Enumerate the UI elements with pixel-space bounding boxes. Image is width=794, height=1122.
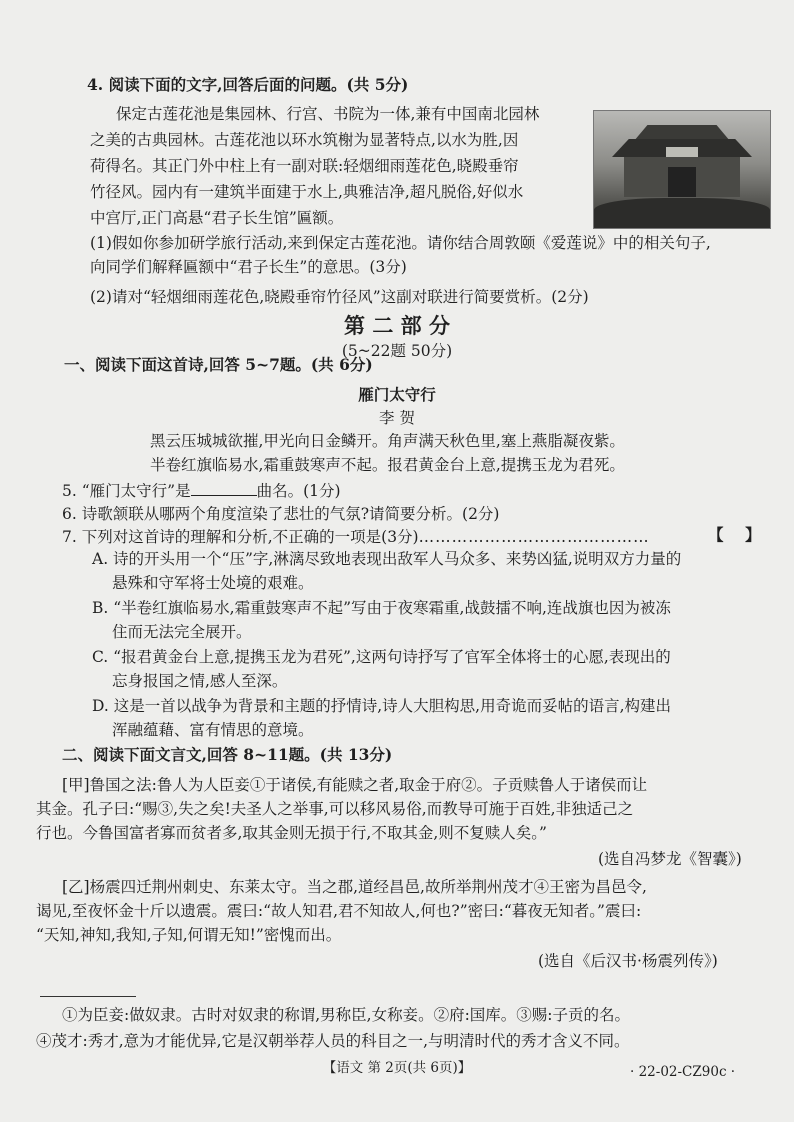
jia-line-3: 行也。今鲁国富者寡而贫者多,取其金则无损于行,不取其金,则不复赎人矣。” [36, 824, 547, 842]
q7-answer-bracket[interactable] [708, 524, 761, 546]
q7-leader-dots: …………………………………… [418, 528, 650, 546]
q7-bracket-open: 【 [708, 525, 724, 544]
q4-sub2: (2)请对“轻烟细雨莲花色,晓殿垂帘竹径风”这副对联进行简要赏析。(2分) [90, 288, 589, 306]
yi-line-2: 谒见,至夜怀金十斤以遗震。震曰:“故人知君,君不知故人,何也?”密曰:“暮夜无知者。”震曰: [36, 902, 642, 920]
q4-sub1-line-1: (1)假如你参加研学旅行活动,来到保定古莲花池。请你结合周敦颐《爱莲说》中的相关句子, [90, 234, 711, 252]
jia-source: (选自冯梦龙《智囊》) [598, 850, 742, 868]
q4-passage-line-4: 竹径风。园内有一建筑半面建于水上,典雅洁净,超凡脱俗,好似水 [90, 183, 524, 201]
q5-answer-blank[interactable] [191, 481, 257, 496]
section-one-title: 一、阅读下面这首诗,回答 5~7题。(共 6分) [64, 355, 373, 374]
exam-code: · 22-02-CZ90c · [630, 1064, 736, 1080]
q5-text-b: 曲名。(1分) [256, 482, 341, 500]
q7-option-b-line-1: B. “半卷红旗临易水,霜重鼓寒声不起”写由于夜寒霜重,战鼓擂不响,连战旗也因为被冻 [92, 599, 671, 617]
page-number-label: 【语文 第 2页(共 6页)】 [322, 1060, 472, 1076]
q7-bracket-close: 】 [745, 525, 761, 544]
part-two-title: 第 二 部 分 [344, 313, 450, 338]
question-7 [62, 526, 650, 548]
poem-line-2: 半卷红旗临易水,霜重鼓寒声不起。报君黄金台上意,提携玉龙为君死。 [150, 456, 625, 474]
q7-option-b-line-2: 住而无法完全展开。 [112, 623, 252, 641]
yi-source: (选自《后汉书·杨震列传》) [538, 952, 718, 970]
jia-line-1: [甲]鲁国之法:鲁人为人臣妾①于诸侯,有能赎之者,取金于府②。子贡赎鲁人于诸侯而让 [62, 776, 648, 794]
question-5 [62, 480, 341, 502]
q7-text: 7. 下列对这首诗的理解和分析,不正确的一项是(3分) [62, 528, 419, 546]
poem-author: 李 贺 [379, 409, 415, 427]
q7-option-d-line-2: 浑融蕴藉、富有情思的意境。 [112, 721, 314, 739]
q7-option-c-line-1: C. “报君黄金台上意,提携玉龙为君死”,这两句诗抒写了官军全体将士的心愿,表现出的 [92, 648, 671, 666]
q4-passage-line-2: 之美的古典园林。古莲花池以环水筑榭为显著特点,以水为胜,因 [90, 131, 519, 149]
notes-line-2: ④茂才:秀才,意为才能优异,它是汉朝举荐人员的科目之一,与明清时代的秀才含义不同。 [36, 1032, 630, 1050]
jia-line-2: 其金。孔子曰:“赐③,失之矣!夫圣人之举事,可以移风易俗,而教导可施于百姓,非独适己之 [36, 800, 634, 818]
q4-title: 4. 阅读下面的文字,回答后面的问题。(共 5分) [87, 75, 409, 94]
q4-passage-line-3: 荷得名。其正门外中柱上有一副对联:轻烟细雨莲花色,晓殿垂帘 [90, 157, 519, 175]
q7-option-d-line-1: D. 这是一首以战争为背景和主题的抒情诗,诗人大胆构思,用奇诡而妥帖的语言,构建出 [92, 697, 672, 715]
poem-title: 雁门太守行 [358, 385, 436, 404]
yi-line-1: [乙]杨震四迁荆州刺史、东莱太守。当之郡,道经昌邑,故所举荆州茂才④王密为昌邑令, [62, 878, 647, 896]
part-two-range: (5~22题 50分) [341, 342, 453, 360]
q7-option-a-line-2: 悬殊和守军将士处境的艰难。 [112, 574, 314, 592]
q7-option-c-line-2: 忘身报国之情,感人至深。 [112, 672, 288, 690]
notes-line-1: ①为臣妾:做奴隶。古时对奴隶的称谓,男称臣,女称妾。②府:国库。③赐:子贡的名。 [62, 1006, 631, 1024]
q4-sub1-line-2: 向同学们解释匾额中“君子长生”的意思。(3分) [90, 258, 407, 276]
yi-line-3: “天知,神知,我知,子知,何谓无知!”密愧而出。 [36, 926, 342, 944]
poem-line-1: 黑云压城城欲摧,甲光向日金鳞开。角声满天秋色里,塞上燕脂凝夜紫。 [150, 432, 625, 450]
question-6: 6. 诗歌颔联从哪两个角度渲染了悲壮的气氛?请简要分析。(2分) [62, 505, 500, 523]
q4-passage-line-1: 保定古莲花池是集园林、行宫、书院为一体,兼有中国南北园林 [116, 105, 540, 123]
q4-passage-line-5: 中宫厅,正门高悬“君子长生馆”匾额。 [90, 209, 344, 227]
q5-text-a: 5. “雁门太守行”是 [62, 482, 191, 500]
section-two-title: 二、阅读下面文言文,回答 8~11题。(共 13分) [62, 745, 393, 764]
q7-option-a-line-1: A. 诗的开头用一个“压”字,淋漓尽致地表现出敌军人马众多、来势凶猛,说明双方力量的 [92, 550, 682, 568]
notes-divider [40, 996, 136, 997]
lotus-pond-gate-photo [593, 110, 771, 229]
